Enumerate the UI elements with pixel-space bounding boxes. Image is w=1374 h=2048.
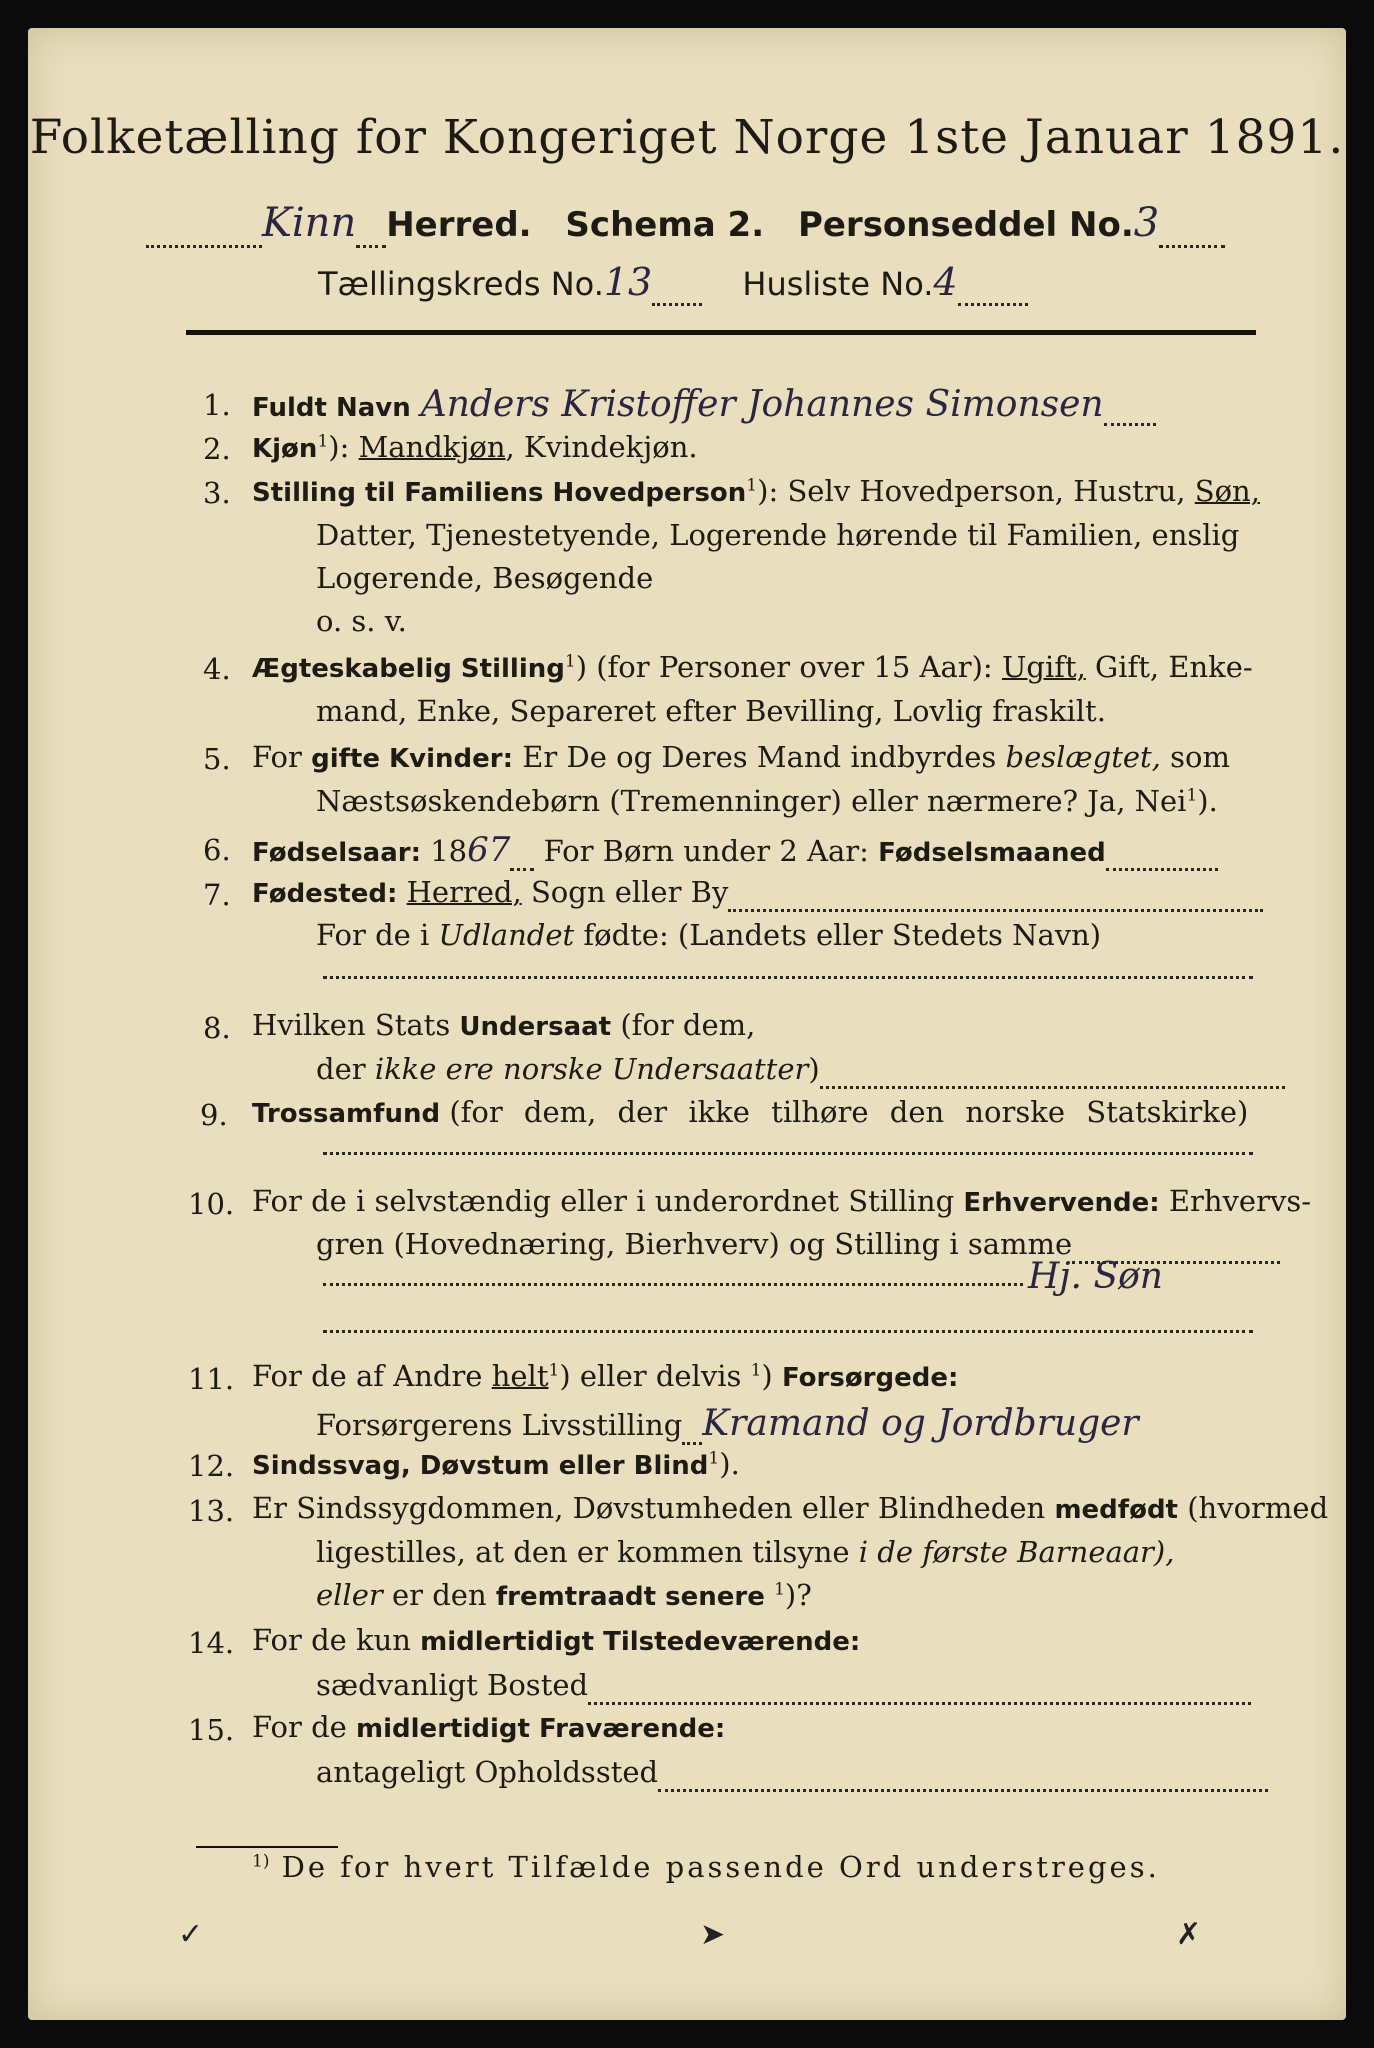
form-title: Folketælling for Kongeriget Norge 1ste Januar 1891. [29, 110, 1345, 165]
pin-mark-left: ✓ [178, 1917, 204, 1952]
q13-line2b: i de første Barneaar), [858, 1535, 1175, 1569]
q8-line2a: der [316, 1052, 366, 1086]
herred-line [146, 200, 1225, 248]
kreds-value: 13 [603, 260, 653, 304]
personseddel-value: 3 [1133, 200, 1160, 246]
q2-number: 2. [203, 432, 231, 466]
q13-line2a: ligestilles, at den er kommen tilsyne [316, 1535, 850, 1569]
q10-text1b: Erhvervs- [1168, 1184, 1312, 1218]
q7-herred: Herred, [406, 875, 522, 909]
q13-text1a: Er Sindssygdommen, Døvstumheden eller Blindheden [252, 1491, 1046, 1525]
q3-label: Stilling til Familiens Hovedperson [252, 478, 747, 508]
q7-blank-line [323, 976, 1253, 979]
q7-line2a: For de i [316, 918, 430, 952]
q7-row1 [252, 875, 1263, 912]
q11-helt: helt [491, 1359, 549, 1393]
q12-row: Sindssvag, Døvstum eller Blind$^1$). [252, 1447, 740, 1481]
q10-number: 10. [188, 1187, 235, 1221]
q11-row1: For de af Andre helt$^1$) eller delvis $^1$) Forsørgede: [252, 1359, 959, 1393]
q7-udlandet: Udlandet [438, 918, 575, 952]
q5-line2: Næstsøskendebørn (Tremenninger) eller nærmere? Ja, Nei [316, 784, 1187, 818]
q4-row1: Ægteskabelig Stilling$^1$) (for Personer over 15 Aar): Ugift, Gift, Enke- [252, 650, 1253, 684]
q14-row1 [252, 1623, 860, 1657]
q8-label: Undersaat [459, 1012, 612, 1042]
q4-rest: Gift, Enke- [1095, 650, 1253, 684]
q1-value: Anders Kristoffer Johannes Simonsen [420, 384, 1104, 425]
q4-condition: (for Personer over 15 Aar): [596, 650, 993, 684]
husliste-value: 4 [933, 260, 958, 304]
q8-row2: der ikke ere norske Undersaatter) [316, 1052, 1285, 1089]
q3-number: 3. [203, 476, 231, 510]
q5-text: Er De og Deres Mand indbyrdes [522, 740, 997, 774]
q5-number: 5. [203, 742, 231, 776]
q8-number: 8. [203, 1011, 231, 1045]
q13-row1 [252, 1491, 1328, 1525]
q10-blank-line [323, 1283, 1023, 1286]
q1-number: 1. [203, 388, 231, 422]
q7-line2b: fødte: (Landets eller Stedets Navn) [583, 918, 1102, 952]
q13-medfodt: medfødt [1054, 1495, 1178, 1525]
q9-label: Trossamfund [252, 1099, 441, 1129]
q8-text1b: (for dem, [620, 1008, 756, 1042]
q3-row2: Datter, Tjenestetyende, Logerende hørende til Familien, enslig [316, 518, 1240, 552]
q6-label2: Fødselsmaaned [878, 838, 1106, 868]
footnote [252, 1850, 1160, 1884]
q10-label: Erhvervende: [963, 1188, 1160, 1218]
q15-label: midlertidigt Fraværende: [356, 1714, 726, 1744]
q8-text1a: Hvilken Stats [252, 1008, 451, 1042]
q7-number: 7. [203, 878, 231, 912]
herred-label: Herred. [386, 205, 532, 245]
census-form-paper [28, 28, 1346, 2020]
q2-sup: 1 [317, 431, 329, 452]
q4-ugift: Ugift, [1001, 650, 1086, 684]
footnote-text: De for hvert Tilfælde passende Ord understreges. [281, 1850, 1160, 1884]
schema-label: Schema 2. [565, 205, 765, 245]
q5-pre: For [252, 740, 302, 774]
q10-line2: gren (Hovednæring, Bierhverv) og Stilling i samme [316, 1227, 1073, 1261]
q12-label: Sindssvag, Døvstum eller Blind [252, 1451, 709, 1481]
q11-number: 11. [188, 1362, 235, 1396]
q15-line2: antageligt Opholdssted [316, 1755, 659, 1789]
q7-rest: Sogn eller By [530, 875, 729, 909]
q5-beslaegtet: beslægtet, [1005, 740, 1161, 774]
q9-text: (for dem, der ikke tilhøre den norske Statskirke) [449, 1095, 1249, 1129]
q13-text1b: (hvormed [1187, 1491, 1329, 1525]
q5-row1 [252, 740, 1230, 774]
q5-som: som [1170, 740, 1230, 774]
q14-number: 14. [188, 1626, 235, 1660]
q4-label: Ægteskabelig Stilling [252, 654, 565, 684]
footnote-divider [196, 1846, 338, 1848]
q4-sup: 1 [564, 651, 576, 672]
q11-label: Forsørgede: [781, 1363, 959, 1393]
q13-row2 [316, 1535, 1174, 1569]
q3-row3: Logerende, Besøgende [316, 561, 654, 595]
q11-text1b: eller delvis [579, 1359, 742, 1393]
kreds-label: Tællingskreds No. [318, 265, 604, 303]
q15-row2 [316, 1755, 1268, 1792]
q5-row2: Næstsøskendebørn (Tremenninger) eller nærmere? Ja, Nei$^1$). [316, 784, 1218, 818]
kreds-line [318, 260, 1028, 306]
q7-row2 [316, 918, 1101, 952]
q9-number: 9. [200, 1098, 228, 1132]
q1-row [252, 384, 1156, 426]
herred-value: Kinn [262, 200, 357, 246]
q6-text: For Børn under 2 Aar: [543, 834, 869, 868]
q13-line3a: er den [391, 1578, 487, 1612]
q6-number: 6. [203, 833, 231, 867]
husliste-label: Husliste No. [742, 265, 934, 303]
q6-value: 67 [467, 830, 511, 870]
q9-blank-line [323, 1152, 1253, 1155]
q11-value: Kramand og Jordbruger [702, 1403, 1139, 1444]
footnote-mark: 1) [252, 1851, 270, 1872]
q14-label: midlertidigt Tilstedeværende: [420, 1627, 861, 1657]
q3-row1: Stilling til Familiens Hovedperson$^1$): Selv Hovedperson, Hustru, Søn, [252, 474, 1260, 508]
q10-row1 [252, 1184, 1311, 1218]
pin-mark-center: ➤ [700, 1917, 726, 1952]
q15-number: 15. [188, 1713, 235, 1747]
q10-value: Hj. Søn [1028, 1256, 1163, 1297]
q6-prefix: 18 [430, 834, 468, 868]
header-divider [186, 330, 1256, 335]
q13-fremtraadt: fremtraadt senere [495, 1582, 765, 1612]
q6-label: Fødselsaar: [252, 838, 421, 868]
q3-options: Selv Hovedperson, Hustru, [787, 474, 1186, 508]
q3-son: Søn, [1194, 474, 1260, 508]
q8-row1 [252, 1008, 755, 1042]
q8-ikke: ikke ere norske Undersaatter [374, 1052, 809, 1086]
q4-row2: mand, Enke, Separeret efter Bevilling, Lovlig fraskilt. [316, 694, 1106, 728]
q11-line2: Forsørgerens Livsstilling [316, 1408, 683, 1442]
q13-row3: eller er den fremtraadt senere $^1$)? [316, 1578, 812, 1612]
q1-label: Fuldt Navn [252, 393, 411, 423]
q11-row2 [316, 1403, 1139, 1445]
q6-row [252, 830, 1218, 871]
q3-row4: o. s. v. [316, 604, 407, 638]
q10-blank-line-2 [323, 1330, 1253, 1333]
q4-number: 4. [203, 652, 231, 686]
q14-line2: sædvanligt Bosted [316, 1668, 589, 1702]
q2-label: Kjøn [252, 434, 318, 464]
personseddel-label: Personseddel No. [797, 205, 1134, 245]
q2-row: Kjøn$^1$): Mandkjøn, Kvindekjøn. [252, 430, 698, 464]
q15-text: For de [252, 1710, 347, 1744]
q12-number: 12. [188, 1449, 235, 1483]
q9-row [252, 1095, 1248, 1129]
q14-row2 [316, 1668, 1251, 1705]
q15-row1 [252, 1710, 725, 1744]
q7-label: Fødested: [252, 879, 398, 909]
q3-sup: 1 [746, 475, 758, 496]
q13-eller: eller [316, 1578, 383, 1612]
q2-opt-mandkjon: Mandkjøn [358, 430, 506, 464]
pin-mark-right: ✗ [1176, 1917, 1202, 1952]
q2-opt-kvindekjon: Kvindekjøn. [523, 430, 698, 464]
q14-text: For de kun [252, 1623, 411, 1657]
q13-number: 13. [188, 1494, 235, 1528]
q5-label: gifte Kvinder: [311, 744, 514, 774]
q10-text1a: For de i selvstændig eller i underordnet Stilling [252, 1184, 955, 1218]
q11-text1a: For de af Andre [252, 1359, 483, 1393]
